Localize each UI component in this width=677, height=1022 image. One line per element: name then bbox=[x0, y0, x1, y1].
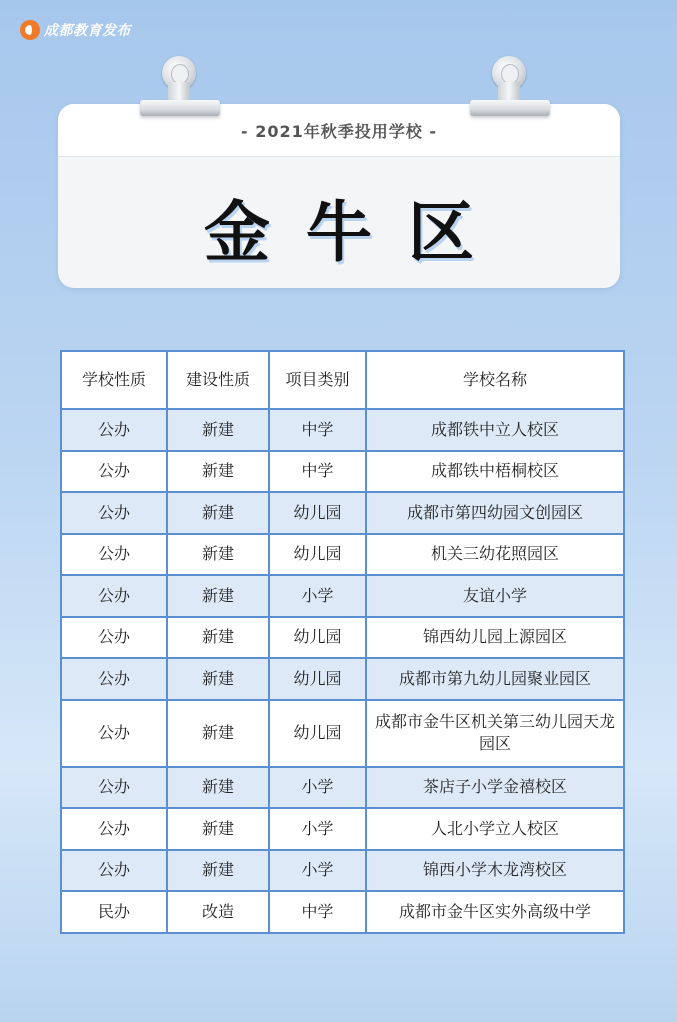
header-construction-type: 建设性质 bbox=[167, 351, 269, 409]
cell-project-category: 幼儿园 bbox=[269, 700, 366, 767]
cell-project-category: 小学 bbox=[269, 850, 366, 892]
cell-school-type: 公办 bbox=[61, 658, 167, 700]
cell-school-type: 公办 bbox=[61, 808, 167, 850]
cell-construction-type: 新建 bbox=[167, 808, 269, 850]
cell-school-type: 公办 bbox=[61, 492, 167, 534]
cell-school-name: 友谊小学 bbox=[366, 575, 624, 617]
cell-school-type: 公办 bbox=[61, 850, 167, 892]
table-row bbox=[61, 850, 624, 892]
table-row bbox=[61, 891, 624, 933]
title-card bbox=[58, 104, 620, 288]
cell-construction-type: 改造 bbox=[167, 891, 269, 933]
cell-project-category: 小学 bbox=[269, 808, 366, 850]
header-project-category: 项目类别 bbox=[269, 351, 366, 409]
cell-project-category: 幼儿园 bbox=[269, 617, 366, 659]
cell-construction-type: 新建 bbox=[167, 534, 269, 576]
table-row bbox=[61, 808, 624, 850]
cell-school-name: 锦西幼儿园上源园区 bbox=[366, 617, 624, 659]
cell-school-name: 锦西小学木龙湾校区 bbox=[366, 850, 624, 892]
table-row bbox=[61, 575, 624, 617]
cell-school-name: 成都市金牛区机关第三幼儿园天龙园区 bbox=[366, 700, 624, 767]
cell-school-name: 成都市第四幼园文创园区 bbox=[366, 492, 624, 534]
table-row bbox=[61, 767, 624, 809]
table-row bbox=[61, 409, 624, 451]
cell-construction-type: 新建 bbox=[167, 700, 269, 767]
cell-school-type: 公办 bbox=[61, 575, 167, 617]
schools-table bbox=[60, 350, 625, 934]
cell-school-type: 公办 bbox=[61, 409, 167, 451]
table-header-row bbox=[61, 351, 624, 409]
cell-project-category: 小学 bbox=[269, 575, 366, 617]
cell-project-category: 幼儿园 bbox=[269, 492, 366, 534]
cell-project-category: 小学 bbox=[269, 767, 366, 809]
cell-school-name: 人北小学立人校区 bbox=[366, 808, 624, 850]
cell-construction-type: 新建 bbox=[167, 850, 269, 892]
cell-construction-type: 新建 bbox=[167, 451, 269, 493]
cell-school-name: 成都铁中立人校区 bbox=[366, 409, 624, 451]
table-row bbox=[61, 534, 624, 576]
cell-project-category: 中学 bbox=[269, 451, 366, 493]
card-subtitle: - 2021年秋季投用学校 - bbox=[241, 121, 437, 141]
cell-project-category: 幼儿园 bbox=[269, 534, 366, 576]
table-row bbox=[61, 658, 624, 700]
cell-school-name: 机关三幼花照园区 bbox=[366, 534, 624, 576]
cell-school-name: 成都市第九幼儿园聚业园区 bbox=[366, 658, 624, 700]
cell-construction-type: 新建 bbox=[167, 767, 269, 809]
header-school-name: 学校名称 bbox=[366, 351, 624, 409]
cell-construction-type: 新建 bbox=[167, 617, 269, 659]
cell-construction-type: 新建 bbox=[167, 658, 269, 700]
binder-clip-icon bbox=[140, 56, 220, 120]
table-row bbox=[61, 700, 624, 767]
table-row bbox=[61, 492, 624, 534]
cell-school-name: 成都市金牛区实外高级中学 bbox=[366, 891, 624, 933]
cell-school-type: 公办 bbox=[61, 534, 167, 576]
cell-project-category: 中学 bbox=[269, 891, 366, 933]
header-school-type: 学校性质 bbox=[61, 351, 167, 409]
cell-school-name: 茶店子小学金禧校区 bbox=[366, 767, 624, 809]
district-title: 金牛区 bbox=[204, 194, 510, 271]
cell-school-type: 公办 bbox=[61, 617, 167, 659]
binder-clip-icon bbox=[470, 56, 550, 120]
cell-project-category: 幼儿园 bbox=[269, 658, 366, 700]
cell-construction-type: 新建 bbox=[167, 409, 269, 451]
cell-project-category: 中学 bbox=[269, 409, 366, 451]
brand-logo-icon bbox=[20, 20, 40, 40]
cell-school-type: 公办 bbox=[61, 767, 167, 809]
cell-construction-type: 新建 bbox=[167, 575, 269, 617]
table-row bbox=[61, 451, 624, 493]
cell-school-name: 成都铁中梧桐校区 bbox=[366, 451, 624, 493]
cell-school-type: 民办 bbox=[61, 891, 167, 933]
brand-header bbox=[20, 20, 131, 40]
table-row bbox=[61, 617, 624, 659]
cell-school-type: 公办 bbox=[61, 451, 167, 493]
brand-name: 成都教育发布 bbox=[44, 23, 131, 39]
cell-construction-type: 新建 bbox=[167, 492, 269, 534]
cell-school-type: 公办 bbox=[61, 700, 167, 767]
